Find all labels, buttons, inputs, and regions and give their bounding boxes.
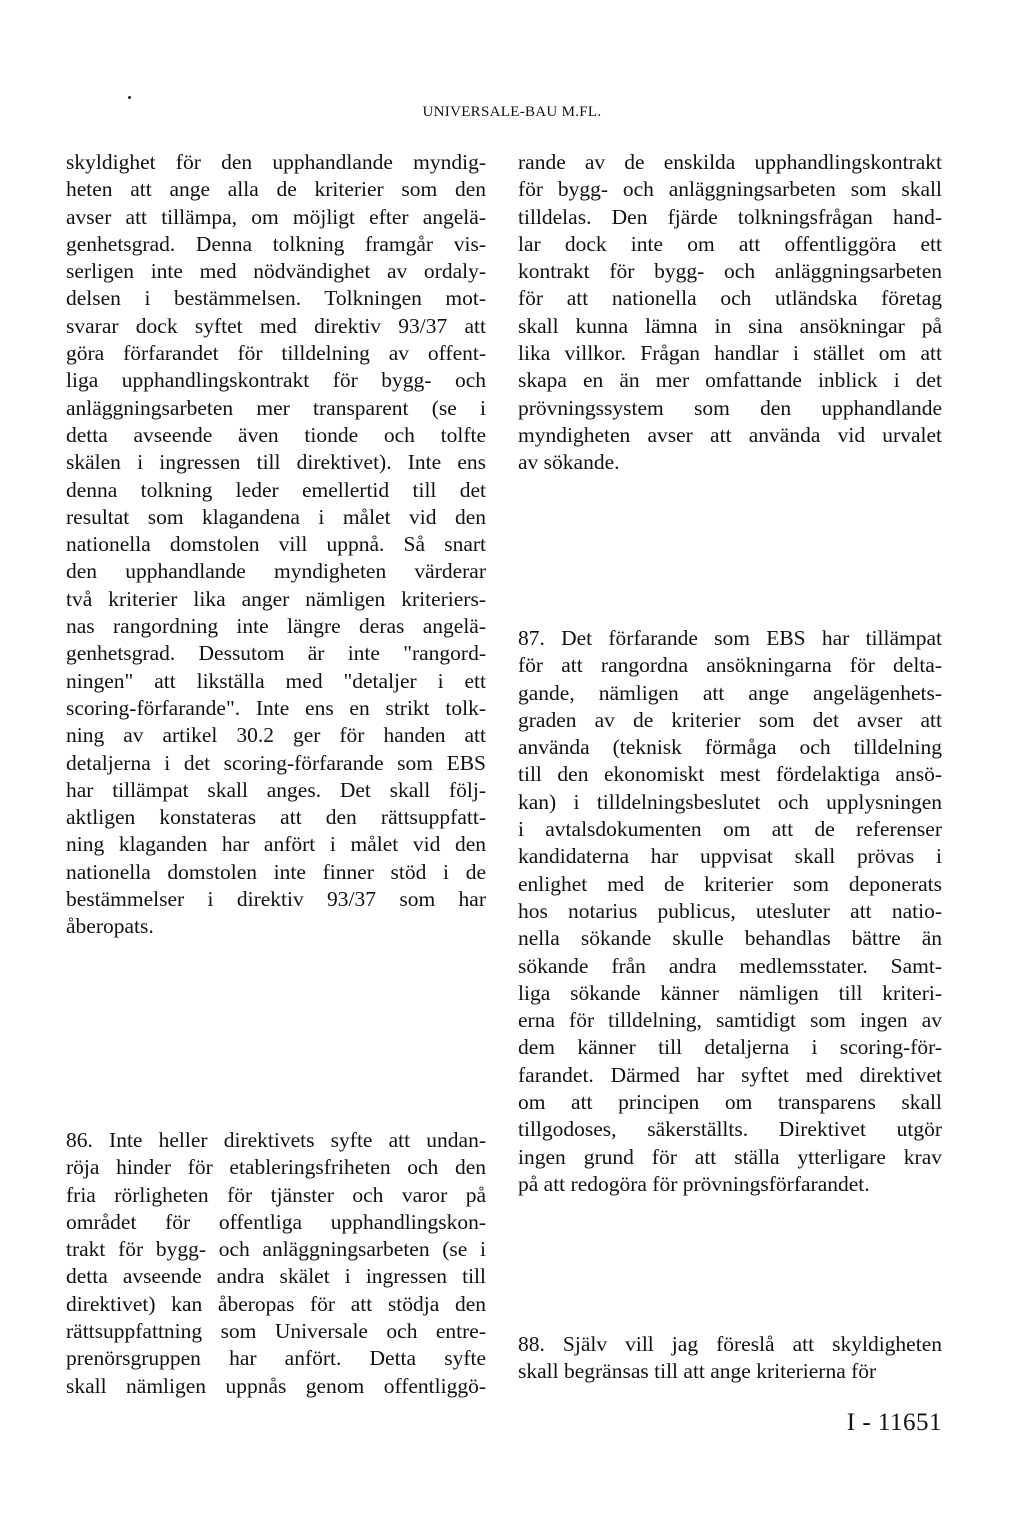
text-line: resultat som klagandena i målet vid den — [66, 504, 486, 529]
page-number: I - 11651 — [846, 1409, 942, 1436]
text-line: nationella domstolen vill uppnå. Så snart — [66, 532, 486, 557]
text-line: åberopats. — [66, 914, 154, 939]
text-line: aktligen konstateras att den rättsuppfatt- — [66, 805, 486, 830]
running-header: UNIVERSALE-BAU M.FL. — [422, 104, 602, 120]
text-line: prenörsgruppen har anfört. Detta syfte — [66, 1346, 486, 1371]
text-line: denna tolkning leder emellertid till det — [66, 477, 486, 502]
text-line: tillgodoses, säkerställts. Direktivet utgör — [518, 1117, 942, 1142]
text-line: serligen inte med nödvändighet av ordaly- — [66, 259, 486, 284]
text-line: myndigheten avser att använda vid urvalet — [518, 422, 942, 447]
text-line: nella sökande skulle behandlas bättre än — [518, 926, 942, 951]
text-line: för bygg- och anläggningsarbeten som skall — [518, 177, 942, 202]
text-line: ning klaganden har anfört i målet vid den — [66, 832, 486, 857]
text-line: ingen grund för att ställa ytterligare krav — [518, 1144, 942, 1169]
text-line: skall kunna lämna in sina ansökningar på — [518, 313, 942, 338]
text-line: anläggningsarbeten mer transparent (se i — [66, 395, 486, 420]
text-line: för att nationella och utländska företag — [518, 286, 942, 311]
text-line: rättsuppfattning som Universale och entre- — [66, 1319, 486, 1344]
text-line: genhetsgrad. Dessutom är inte "rangord- — [66, 641, 486, 666]
text-line: nas rangordning inte längre deras angelä- — [66, 614, 486, 639]
text-line: tilldelas. Den fjärde tolkningsfrågan hand- — [518, 204, 942, 229]
text-line: erna för tilldelning, samtidigt som ingen av — [518, 1008, 942, 1033]
text-line: nationella domstolen inte finner stöd i de — [66, 859, 486, 884]
text-line: kandidaterna har uppvisat skall prövas i — [518, 844, 942, 869]
text-line: rande av de enskilda upphandlingskontrakt — [518, 150, 942, 174]
text-line: i avtalsdokumenten om att de referenser — [518, 817, 942, 842]
text-line: på att redogöra för prövningsförfarandet. — [518, 1171, 870, 1196]
text-line: skall nämligen uppnås genom offentliggö- — [66, 1373, 486, 1398]
stray-dot-mark — [128, 96, 131, 99]
text-line: 87. Det förfarande som EBS har tillämpat — [518, 626, 942, 650]
text-line: skälen i ingressen till direktivet). Inte ens — [66, 450, 486, 475]
text-line: heten att ange alla de kriterier som den — [66, 177, 486, 202]
text-line: farandet. Därmed har syftet med direktivet — [518, 1062, 942, 1087]
text-line: genhetsgrad. Denna tolkning framgår vis- — [66, 231, 486, 256]
text-line: två kriterier lika anger nämligen kriteriers- — [66, 586, 486, 611]
text-line: scoring-förfarande". Inte ens en strikt tolk- — [66, 695, 486, 720]
text-line: svarar dock syftet med direktiv 93/37 att — [66, 313, 486, 338]
text-line: lar dock inte om att offentliggöra ett — [518, 231, 942, 256]
text-line: trakt för bygg- och anläggningsarbeten (se i — [66, 1237, 486, 1262]
text-line: detta avseende andra skälet i ingressen till — [66, 1264, 486, 1289]
text-line: den upphandlande myndigheten värderar — [66, 559, 486, 584]
text-line: ningen" att likställa med "detaljer i ett — [66, 668, 486, 693]
text-line: röja hinder för etableringsfriheten och den — [66, 1155, 486, 1180]
left-column-paragraph-85-continuation — [66, 149, 486, 941]
text-line: 86. Inte heller direktivets syfte att undan- — [66, 1128, 486, 1152]
text-line: sökande från andra medlemsstater. Samt- — [518, 953, 942, 978]
text-line: skapa en än mer omfattande inblick i det — [518, 368, 942, 393]
text-line: avser att tillämpa, om möjligt efter angelä- — [66, 204, 486, 229]
text-line: liga sökande känner nämligen till kriteri- — [518, 980, 942, 1005]
text-line: gande, nämligen att ange angelägenhets- — [518, 680, 942, 705]
right-column-paragraph-88 — [518, 1331, 942, 1386]
text-line: området för offentliga upphandlingskon- — [66, 1209, 486, 1234]
text-line: för att rangordna ansökningarna för delta- — [518, 653, 942, 678]
text-line: lika villkor. Frågan handlar i stället om att — [518, 341, 942, 366]
text-line: detta avseende även tionde och tolfte — [66, 422, 486, 447]
text-line: till den ekonomiskt mest fördelaktiga ansö- — [518, 762, 942, 787]
text-line: kan) i tilldelningsbeslutet och upplysningen — [518, 789, 942, 814]
text-line: göra förfarandet för tilldelning av offent- — [66, 341, 486, 366]
text-line: liga upphandlingskontrakt för bygg- och — [66, 368, 486, 393]
text-line: av sökande. — [518, 450, 620, 475]
text-line: hos notarius publicus, utesluter att natio- — [518, 898, 942, 923]
text-line: om att principen om transparens skall — [518, 1090, 942, 1115]
text-line: fria rörligheten för tjänster och varor på — [66, 1182, 486, 1207]
text-line: skyldighet för den upphandlande myndig- — [66, 150, 486, 174]
text-line: använda (teknisk förmåga och tilldelning — [518, 735, 942, 760]
text-line: skall begränsas till att ange kriterierna för — [518, 1359, 877, 1384]
right-column-paragraph-86-continuation — [518, 149, 942, 477]
text-line: delsen i bestämmelsen. Tolkningen mot- — [66, 286, 486, 311]
text-line: graden av de kriterier som det avser att — [518, 707, 942, 732]
text-line: detaljerna i det scoring-förfarande som EBS — [66, 750, 486, 775]
right-column-paragraph-87 — [518, 625, 942, 1198]
text-line: bestämmelser i direktiv 93/37 som har — [66, 887, 486, 912]
text-line: dem känner till detaljerna i scoring-för- — [518, 1035, 942, 1060]
text-line: ning av artikel 30.2 ger för handen att — [66, 723, 486, 748]
text-line: prövningssystem som den upphandlande — [518, 395, 942, 420]
left-column-paragraph-86 — [66, 1127, 486, 1400]
text-line: direktivet) kan åberopas för att stödja den — [66, 1291, 486, 1316]
text-line: enlighet med de kriterier som deponerats — [518, 871, 942, 896]
text-line: har tillämpat skall anges. Det skall följ- — [66, 777, 486, 802]
text-line: kontrakt för bygg- och anläggningsarbeten — [518, 259, 942, 284]
text-line: 88. Själv vill jag föreslå att skyldigheten — [518, 1332, 942, 1356]
